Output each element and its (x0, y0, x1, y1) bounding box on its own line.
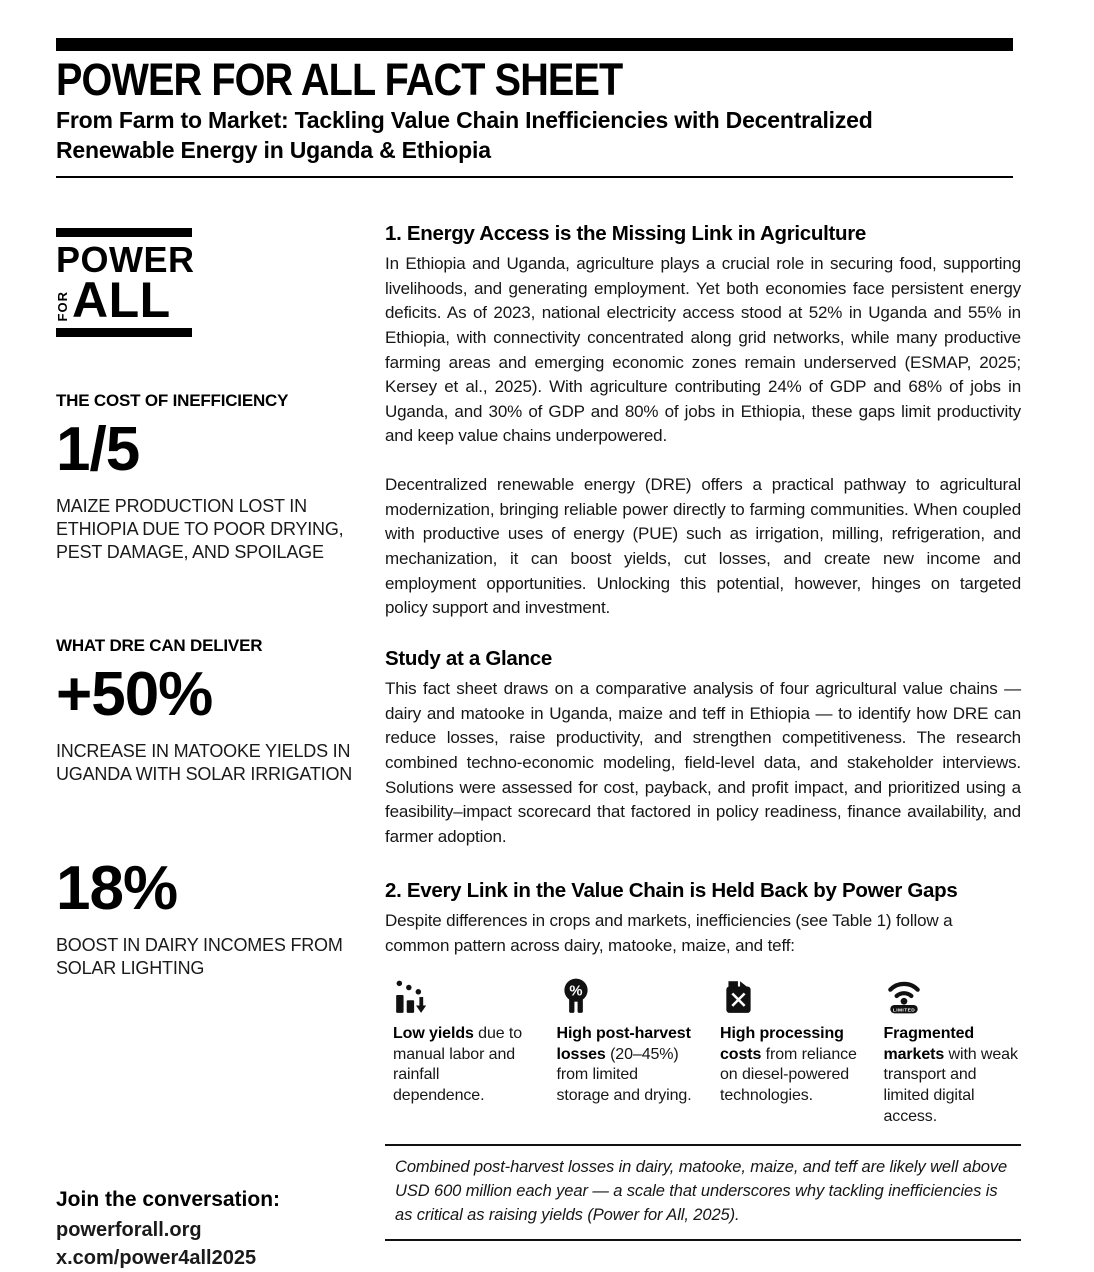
page-title: POWER FOR ALL FACT SHEET (56, 54, 623, 105)
section-2-intro: Despite differences in crops and markets, inefficiencies (see Table 1) follow a common pattern across dairy, matooke, maize, and teff: (385, 911, 953, 956)
stat-label: WHAT DRE CAN DELIVER (56, 636, 263, 656)
section-2-heading: 2. Every Link in the Value Chain is Held Back by Power Gaps (385, 879, 958, 903)
power-for-all-logo (55, 228, 195, 337)
stat-value: +50% (56, 660, 213, 730)
stat-caption: INCREASE IN MATOOKE YIELDS IN UGANDA WITH SOLAR IRRIGATION (56, 741, 353, 785)
link-x-power4all2025[interactable]: x.com/power4all2025 (56, 1247, 257, 1269)
jerry-can-icon (720, 977, 858, 1017)
stat-caption: BOOST IN DAIRY INCOMES FROM SOLAR LIGHTING (56, 935, 343, 979)
issue-text: High processing costs from reliance on diesel-powered technologies. (720, 1024, 857, 1105)
join-conversation (56, 1188, 378, 1270)
stat-dairy-incomes (56, 854, 378, 980)
link-powerforall-org[interactable]: powerforall.org (56, 1219, 202, 1241)
stat-dre-can-deliver (56, 636, 378, 786)
main-content (385, 222, 1021, 1241)
stat-value: 1/5 (56, 415, 140, 484)
study-glance-heading: Study at a Glance (385, 646, 552, 670)
stat-value: 18% (56, 854, 178, 924)
svg-text:%: % (568, 982, 583, 999)
svg-text:LIMITED: LIMITED (892, 1008, 915, 1014)
join-heading: Join the conversation: (56, 1188, 281, 1211)
header-accent-bar (56, 38, 1013, 51)
logo-bottom-bar (56, 328, 192, 337)
logo-all-text: ALL (72, 272, 171, 328)
logo-power-text: POWER (56, 239, 195, 280)
issue-text: High post-harvest losses (20–45%) from limited storage and drying. (556, 1024, 692, 1105)
stat-cost-of-inefficiency (56, 391, 378, 564)
page-subtitle: From Farm to Market: Tackling Value Chain Inefficiencies with Decentralized Renewable Energy in Uganda & Ethiopia (56, 107, 873, 164)
issue-fragmented-markets (884, 977, 1022, 1128)
issue-processing-costs (720, 977, 858, 1128)
issue-post-harvest-losses (557, 977, 695, 1128)
header-divider (56, 176, 1013, 178)
limited-wifi-icon (884, 977, 1022, 1017)
issue-text: Fragmented markets with weak transport and limited digital access. (883, 1024, 1018, 1125)
section-1-paragraph-1: In Ethiopia and Uganda, agriculture plays a crucial role in securing food, supporting livelihoods, and generating employment. Yet both economies face persistent energy deficits. As of 2023, national electricity access stood at 52% in Uganda and 55% in Ethiopia, with connectivity concentrated along grid networks, while many productive farming areas and emerging economic zones remain underserved (ESMAP, 2025; Kersey et al., 2025). With agriculture contributing 24% of GDP and 68% of jobs in Uganda, and 30% of GDP and 80% of jobs in Ethiopia, these gaps limit productivity and keep value chains underpowered. (385, 254, 1021, 446)
declining-bar-chart-icon (393, 977, 531, 1017)
stat-caption: MAIZE PRODUCTION LOST IN ETHIOPIA DUE TO POOR DRYING, PEST DAMAGE, AND SPOILAGE (56, 496, 344, 563)
logo-top-bar (56, 228, 192, 237)
issue-text: Low yields due to manual labor and rainfall dependence. (393, 1024, 523, 1105)
footnote: Combined post-harvest losses in dairy, matooke, maize, and teff are likely well above USD 600 million each year — a scale that underscores why tackling inefficiencies is as critical as raising yields (Power for All, 2025). (395, 1157, 1008, 1224)
value-chain-issues-grid (385, 977, 1021, 1128)
issue-low-yields (393, 977, 531, 1128)
stat-label: THE COST OF INEFFICIENCY (56, 391, 289, 410)
footnote-divider-bottom (385, 1239, 1021, 1241)
study-glance-paragraph: This fact sheet draws on a comparative analysis of four agricultural value chains — dairy and matooke in Uganda, maize and teff in Ethiopia — to identify how DRE can reduce losses, raise productivity, and strengthen competitiveness. The research combined techno-economic modeling, field-level data, and stakeholder interviews. Solutions were assessed for cost, payback, and profit impact, and prioritized using a feasibility–impact scorecard that factored in policy readiness, finance availability, and farmer adoption. (385, 678, 1021, 846)
sidebar (56, 228, 378, 980)
section-1-heading: 1. Energy Access is the Missing Link in Agriculture (385, 222, 867, 245)
section-1-paragraph-2: Decentralized renewable energy (DRE) offers a practical pathway to agricultural modernization, bringing reliable power directly to farming communities. When coupled with productive uses of energy (PUE) such as irrigation, milling, refrigeration, and mechanization, it can boost yields, cut losses, and create new income and employment opportunities. Unlocking this potential, however, hinges on targeted policy support and investment. (385, 475, 1021, 618)
percent-badge-icon (557, 977, 695, 1017)
logo-for-text: FOR (55, 290, 70, 321)
